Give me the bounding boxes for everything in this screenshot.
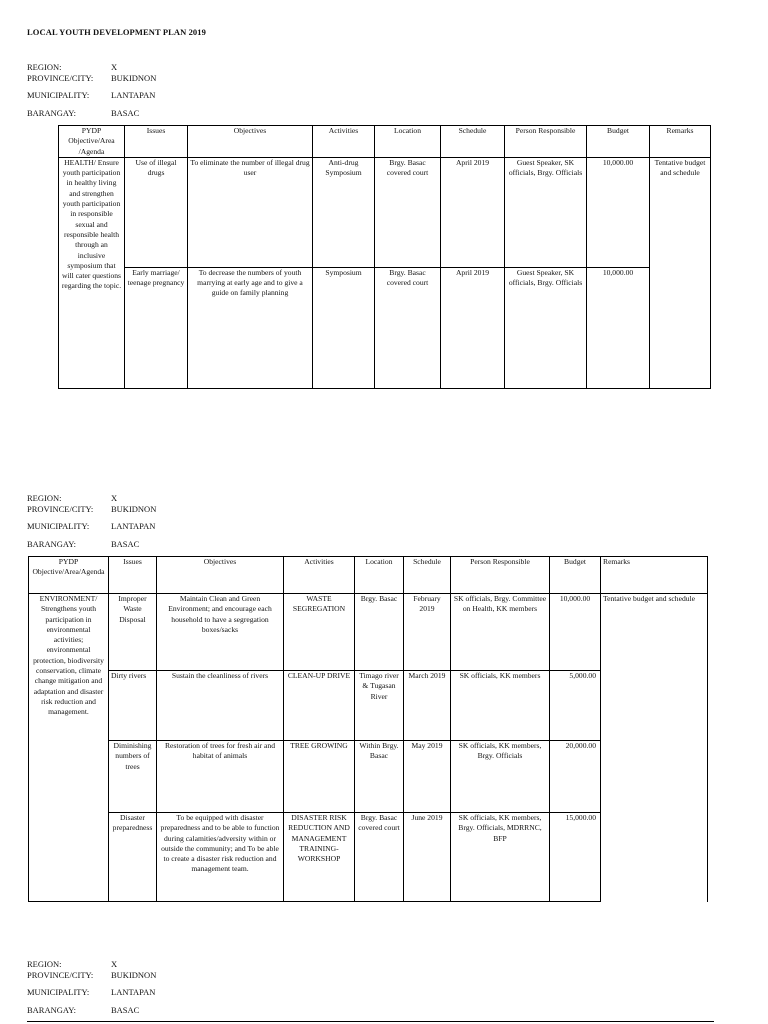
remarks-cell: Tentative budget and schedule: [650, 157, 711, 388]
barangay-label: BARANGAY:: [27, 538, 76, 549]
schedule-cell: May 2019: [404, 741, 451, 813]
header-schedule: Schedule: [404, 557, 451, 594]
document-title: LOCAL YOUTH DEVELOPMENT PLAN 2019: [27, 27, 206, 37]
objective-cell: To decrease the numbers of youth marrying at early age and to give a guide on family planning: [188, 267, 313, 388]
header-budget: Budget: [550, 557, 601, 594]
table-header-row: [59, 126, 711, 158]
person-cell: SK officials, KK members: [451, 671, 550, 741]
header-objectives: Objectives: [188, 126, 313, 158]
barangay-value: BASAC: [111, 1004, 140, 1015]
barangay-label: BARANGAY:: [27, 107, 76, 118]
header-remarks: Remarks: [601, 557, 708, 594]
budget-cell: 10,000.00: [587, 157, 650, 267]
header-schedule: Schedule: [441, 126, 505, 158]
objective-cell: To eliminate the number of illegal drug user: [188, 157, 313, 267]
objective-cell: Restoration of trees for fresh air and habitat of animals: [157, 741, 284, 813]
location-cell: Brgy. Basac: [355, 594, 404, 671]
region-value: X: [111, 959, 118, 969]
municipality-label: MUNICIPALITY:: [27, 90, 90, 100]
issue-cell: Dirty rivers: [109, 671, 157, 741]
activity-cell: DISASTER RISK REDUCTION AND MANAGEMENT TRAINING-WORKSHOP: [284, 813, 355, 902]
activity-cell: WASTE SEGREGATION: [284, 594, 355, 671]
region-label: REGION:: [27, 493, 62, 503]
person-cell: Guest Speaker, SK officials, Brgy. Officials: [505, 267, 587, 388]
plan-table-health: [58, 125, 711, 389]
barangay-label: BARANGAY:: [27, 1004, 76, 1015]
activity-cell: TREE GROWING: [284, 741, 355, 813]
header-location: Location: [355, 557, 404, 594]
person-cell: SK officials, Brgy. Committee on Health, KK members: [451, 594, 550, 671]
header-issues: Issues: [109, 557, 157, 594]
budget-cell: 20,000.00: [550, 741, 601, 813]
schedule-cell: February 2019: [404, 594, 451, 671]
region-label: REGION:: [27, 959, 62, 969]
issue-cell: Disaster preparedness: [109, 813, 157, 902]
person-cell: SK officials, KK members, Brgy. Officials, MDRRNC, BFP: [451, 813, 550, 902]
issue-cell: Use of illegal drugs: [125, 157, 188, 267]
header-issues: Issues: [125, 126, 188, 158]
region-label: REGION:: [27, 62, 62, 72]
budget-cell: 10,000.00: [550, 594, 601, 671]
issue-cell: Diminishing numbers of trees: [109, 741, 157, 813]
schedule-cell: April 2019: [441, 267, 505, 388]
table-row: [59, 267, 711, 388]
table-top-border: [27, 1021, 714, 1022]
objective-cell: Maintain Clean and Green Environment; and encourage each household to have a segregation boxes/sacks: [157, 594, 284, 671]
region-value: X: [111, 493, 118, 503]
province-label: PROVINCE/CITY:: [27, 72, 94, 83]
objective-cell: To be equipped with disaster preparedness and to be able to function during calamities/adversity within or outside the community; and To be able to create a disaster risk reduction and management team.: [157, 813, 284, 902]
region-value: X: [111, 62, 118, 72]
location-info-3: [27, 959, 156, 1015]
header-objectives: Objectives: [157, 557, 284, 594]
header-activities: Activities: [284, 557, 355, 594]
location-cell: Within Brgy. Basac: [355, 741, 404, 813]
province-value: BUKIDNON: [111, 969, 157, 980]
location-cell: Brgy. Basac covered court: [375, 157, 441, 267]
municipality-value: LANTAPAN: [111, 521, 156, 531]
location-info-1: [27, 62, 156, 118]
header-location: Location: [375, 126, 441, 158]
header-person: Person Responsible: [451, 557, 550, 594]
budget-cell: 15,000.00: [550, 813, 601, 902]
barangay-value: BASAC: [111, 107, 140, 118]
header-remarks: Remarks: [650, 126, 711, 158]
province-value: BUKIDNON: [111, 503, 157, 514]
issue-cell: Early marriage/ teenage pregnancy: [125, 267, 188, 388]
header-activities: Activities: [313, 126, 375, 158]
remarks-cell: Tentative budget and schedule: [601, 594, 708, 902]
table-row: [29, 594, 708, 671]
location-cell: Timago river & Tugasan River: [355, 671, 404, 741]
municipality-value: LANTAPAN: [111, 987, 156, 997]
municipality-label: MUNICIPALITY:: [27, 987, 90, 997]
table-row: [59, 157, 711, 267]
activity-cell: Symposium: [313, 267, 375, 388]
activity-cell: CLEAN-UP DRIVE: [284, 671, 355, 741]
header-pydp: PYDP Objective/Area/Agenda: [29, 557, 109, 594]
location-cell: Brgy. Basac covered court: [375, 267, 441, 388]
table-header-row: [29, 557, 708, 594]
activity-cell: Anti-drug Symposium: [313, 157, 375, 267]
province-label: PROVINCE/CITY:: [27, 503, 94, 514]
location-cell: Brgy. Basac covered court: [355, 813, 404, 902]
plan-table-environment: [28, 556, 708, 902]
municipality-label: MUNICIPALITY:: [27, 521, 90, 531]
schedule-cell: June 2019: [404, 813, 451, 902]
budget-cell: 10,000.00: [587, 267, 650, 388]
area-cell: HEALTH/ Ensure youth participation in healthy living and strengthen youth participation in responsible sexual and responsible health through an inclusive symposium that will cater questions regarding the topic.: [59, 157, 125, 388]
header-person: Person Responsible: [505, 126, 587, 158]
schedule-cell: April 2019: [441, 157, 505, 267]
header-budget: Budget: [587, 126, 650, 158]
province-value: BUKIDNON: [111, 72, 157, 83]
province-label: PROVINCE/CITY:: [27, 969, 94, 980]
municipality-value: LANTAPAN: [111, 90, 156, 100]
area-cell: ENVIRONMENT/ Strengthens youth participation in environmental activities; environmental protection, biodiversity conservation, climate change mitigation and adaptation and disaster risk reduction and management.: [29, 594, 109, 902]
schedule-cell: March 2019: [404, 671, 451, 741]
person-cell: SK officials, KK members, Brgy. Officials: [451, 741, 550, 813]
location-info-2: [27, 493, 156, 549]
objective-cell: Sustain the cleanliness of rivers: [157, 671, 284, 741]
issue-cell: Improper Waste Disposal: [109, 594, 157, 671]
person-cell: Guest Speaker, SK officials, Brgy. Officials: [505, 157, 587, 267]
header-pydp: PYDP Objective/Area /Agenda: [59, 126, 125, 158]
barangay-value: BASAC: [111, 538, 140, 549]
budget-cell: 5,000.00: [550, 671, 601, 741]
